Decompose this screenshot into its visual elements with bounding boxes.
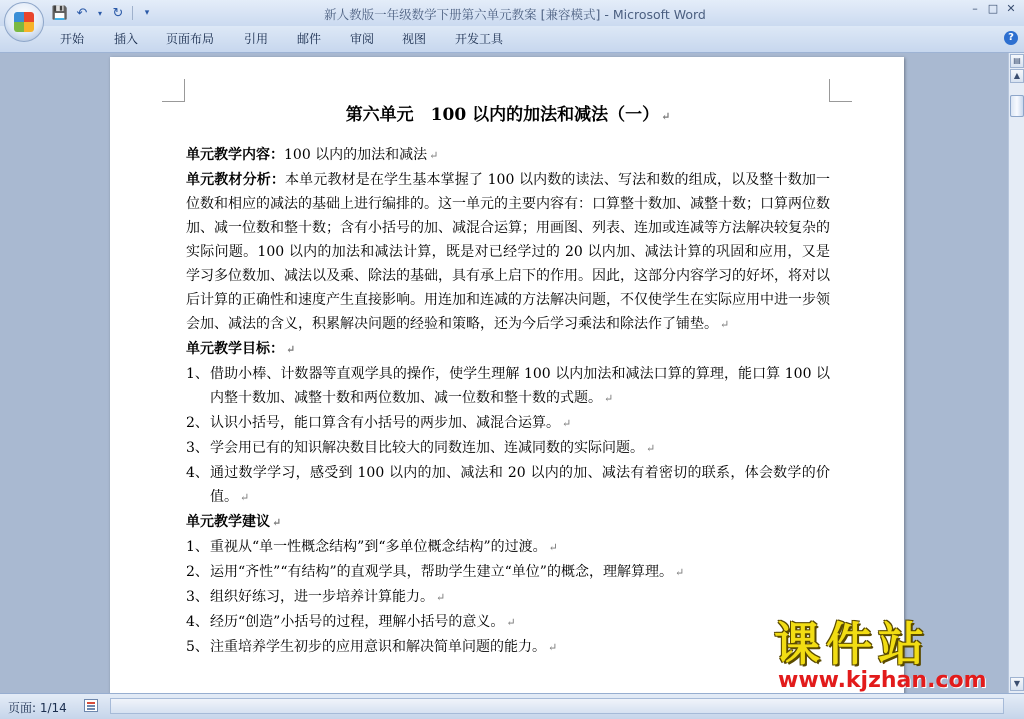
list-text: 组织好练习，进一步培养计算能力。	[210, 589, 434, 605]
ruler-toggle-icon[interactable]: ▤	[1010, 54, 1024, 68]
paragraph-mark: ↵	[548, 641, 558, 654]
paragraph-mark: ↵	[272, 516, 282, 529]
tab-review[interactable]: 审阅	[350, 32, 375, 46]
margin-corner-mark	[162, 79, 185, 102]
paragraph-mark: ↵	[646, 442, 656, 455]
list-number: 1、	[186, 539, 209, 555]
list-number: 3、	[186, 440, 209, 456]
list-item	[186, 560, 830, 585]
tab-page-layout[interactable]: 页面布局	[166, 32, 215, 46]
restore-icon[interactable]: □	[987, 2, 999, 15]
horizontal-scrollbar[interactable]	[110, 698, 1004, 714]
help-icon[interactable]: ?	[1004, 31, 1018, 45]
watermark-url: www.kjzhan.com	[778, 668, 987, 693]
list-number: 5、	[186, 639, 209, 655]
list-number: 2、	[186, 564, 209, 580]
tab-references[interactable]: 引用	[244, 32, 269, 46]
list-item	[186, 362, 830, 411]
paragraph-mark: ↵	[604, 392, 614, 405]
customize-icon[interactable]: ▾	[144, 8, 150, 18]
unit-content-text: 100 以内的加法和减法	[284, 147, 428, 163]
list-item	[186, 610, 830, 635]
close-icon[interactable]: ✕	[1006, 2, 1016, 15]
tab-view[interactable]: 视图	[402, 32, 427, 46]
office-button[interactable]	[4, 2, 44, 42]
paragraph-mark: ↵	[674, 566, 685, 579]
list-item	[186, 535, 830, 560]
list-text: 学会用已有的知识解决数目比较大的同数连加、连减同数的实际问题。	[210, 440, 644, 456]
dropdown-icon[interactable]: ▾	[97, 8, 102, 18]
list-text: 经历“创造”小括号的过程，理解小括号的意义。	[210, 614, 505, 630]
paragraph-mark: ↵	[506, 616, 516, 629]
list-number: 4、	[186, 614, 209, 630]
document-body[interactable]	[186, 101, 830, 660]
tab-mailings[interactable]: 邮件	[297, 32, 322, 46]
tab-insert[interactable]: 插入	[114, 32, 139, 46]
window-controls	[968, 2, 1018, 16]
undo-icon[interactable]: ↶	[76, 5, 88, 21]
save-icon[interactable]: 💾	[51, 5, 69, 21]
proofing-icon[interactable]	[84, 699, 98, 712]
list-item	[186, 436, 830, 461]
tab-home[interactable]: 开始	[60, 32, 85, 46]
toolbar-separator	[132, 6, 133, 20]
office-logo-icon	[14, 12, 34, 32]
paragraph-mark: ↵	[286, 343, 296, 356]
vertical-scrollbar[interactable]	[1008, 53, 1024, 693]
list-number: 3、	[186, 589, 209, 605]
list-text: 运用“齐性”“有结构”的直观学具，帮助学生建立“单位”的概念，理解算理。	[210, 564, 673, 580]
unit-content-paragraph	[186, 143, 830, 168]
list-text: 借助小棒、计数器等直观学具的操作，使学生理解 100 以内加法和减法口算的算理，能口算 100 以内整十数加、减整十数和两位数加、减一位数和整十数的式题。	[210, 366, 830, 406]
scroll-up-icon[interactable]: ▲	[1010, 69, 1024, 83]
paragraph-mark: ↵	[562, 417, 572, 430]
paragraph-mark: ↵	[661, 110, 671, 123]
unit-content-label: 单元教学内容：	[186, 147, 284, 163]
scroll-thumb[interactable]	[1010, 95, 1024, 117]
redo-icon[interactable]: ↻	[112, 5, 124, 21]
paragraph-mark: ↵	[429, 149, 439, 162]
list-number: 1、	[186, 366, 209, 382]
document-workspace	[0, 53, 1008, 693]
paragraph-mark: ↵	[436, 591, 446, 604]
unit-suggestions-heading: 单元教学建议 ↵	[186, 514, 282, 530]
margin-corner-mark	[829, 79, 852, 102]
unit-goals-heading: 单元教学目标： ↵	[186, 341, 296, 357]
title-bar	[0, 0, 1024, 26]
paragraph-mark: ↵	[240, 491, 250, 504]
status-bar	[0, 693, 1024, 719]
list-item	[186, 411, 830, 436]
unit-analysis-label: 单元教材分析：	[186, 172, 286, 188]
list-number: 4、	[186, 465, 209, 481]
ribbon-tabs	[0, 26, 1024, 53]
minimize-icon[interactable]: –	[972, 2, 978, 15]
scroll-down-icon[interactable]: ▼	[1010, 677, 1024, 691]
list-item	[186, 461, 830, 510]
list-text: 重视从“单一性概念结构”到“多单位概念结构”的过渡。	[210, 539, 547, 555]
paragraph-mark: ↵	[720, 318, 730, 331]
document-title: 第六单元 100 以内的加法和减法（一） ↵	[345, 105, 671, 125]
document-page[interactable]	[110, 57, 904, 693]
tab-developer[interactable]: 开发工具	[455, 32, 504, 46]
list-text: 认识小括号，能口算含有小括号的两步加、减混合运算。	[210, 415, 560, 431]
quick-access-toolbar	[52, 3, 155, 23]
unit-analysis-paragraph	[186, 168, 830, 337]
list-item	[186, 635, 830, 660]
unit-analysis-text: 本单元教材是在学生基本掌握了 100 以内数的读法、写法和数的组成，以及整十数加一位数和相应的减法的基础上进行编排的。这一单元的主要内容有：口算整十数加、减整十数；口算两位数加、减一位数和整十数；含有小括号的加、减混合运算；用画图、列表、连加或连减等方法解决较复杂的实际问题。100 以内的加法和减法计算，既是对已经学过的 20 以内加、减法计算的巩固和应用，又是学习多位数加、减法以及乘、除法的基础，具有承上启下的作用。因此，这部分内容学习的好坏，将对以后计算的正确性和速度产生直接影响。用连加和连减的方法解决问题，不仅使学生在实际应用中进一步领会加、减法的含义，积累解决问题的经验和策略，还为今后学习乘法和除法作了铺垫。	[186, 172, 830, 332]
list-text: 通过数学学习，感受到 100 以内的加、减法和 20 以内的加、减法有着密切的联系，体会数学的价值。	[210, 465, 830, 505]
list-text: 注重培养学生初步的应用意识和解决简单问题的能力。	[210, 639, 546, 655]
window-title: 新人教版一年级数学下册第六单元教案 [兼容模式] - Microsoft Word	[324, 7, 706, 22]
list-item	[186, 585, 830, 610]
list-number: 2、	[186, 415, 209, 431]
page-count[interactable]: 页面: 1/14	[8, 701, 67, 715]
watermark-logo: 课件站	[774, 617, 930, 671]
paragraph-mark: ↵	[548, 541, 558, 554]
